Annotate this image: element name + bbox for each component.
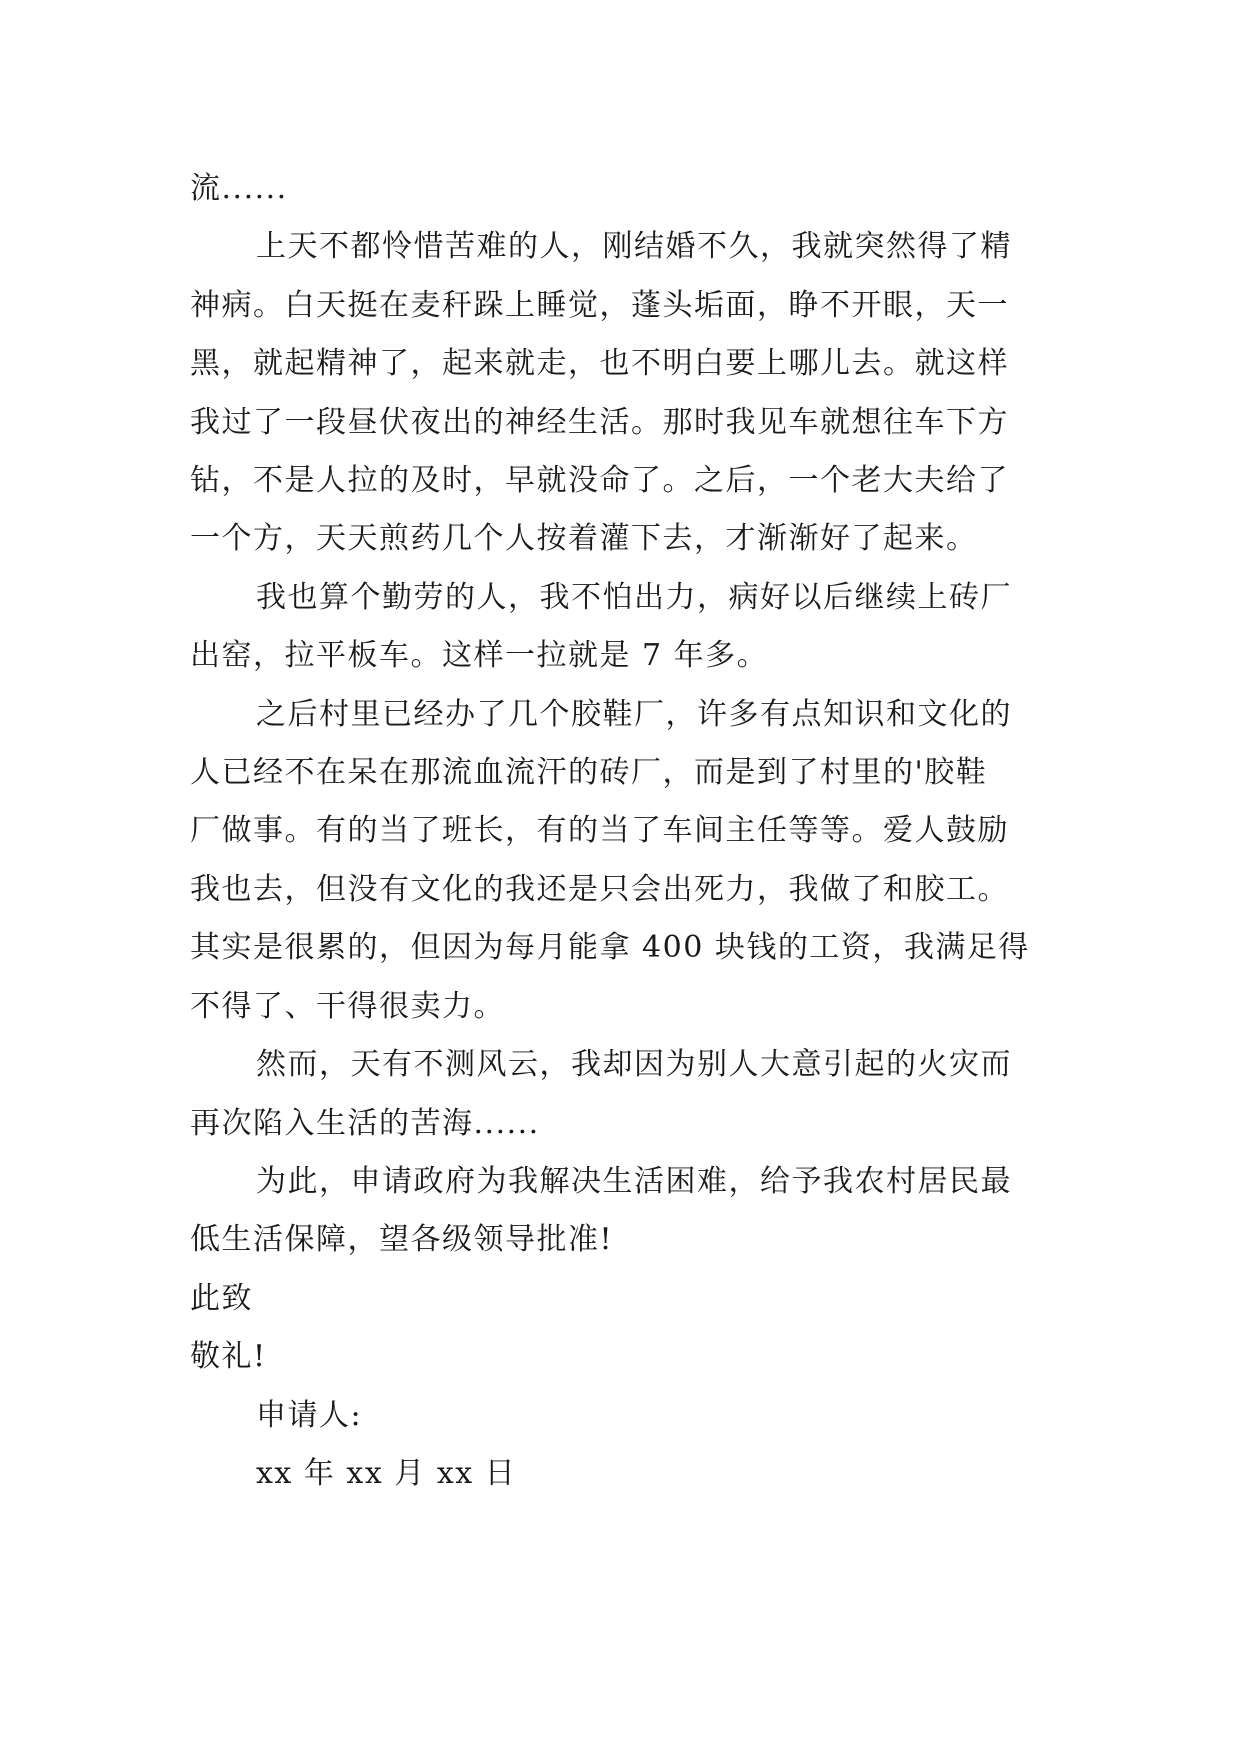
- text-line: 之后村里已经办了几个胶鞋厂，许多有点知识和文化的: [256, 696, 1012, 732]
- text-line: 低生活保障，望各级领导批准!: [190, 1222, 614, 1258]
- text-line: 再次陷入生活的苦海......: [190, 1105, 540, 1141]
- text-line: 上天不都怜惜苦难的人，刚结婚不久，我就突然得了精: [256, 229, 1012, 265]
- text-line: 然而，天有不测风云，我却因为别人大意引起的火灾而: [256, 1047, 1012, 1083]
- applicant-label: 申请人:: [256, 1397, 363, 1433]
- text-line: 出窑，拉平板车。这样一拉就是 7 年多。: [190, 638, 769, 674]
- text-line: 人已经不在呆在那流血流汗的砖厂，而是到了村里的'胶鞋: [190, 755, 988, 791]
- text-line: 钻，不是人拉的及时，早就没命了。之后，一个老大夫给了: [190, 463, 1009, 499]
- text-line: 其实是很累的，但因为每月能拿 400 块钱的工资，我满足得: [190, 930, 1030, 966]
- date-line: xx 年 xx 月 xx 日: [256, 1455, 517, 1491]
- text-line: 我也算个勤劳的人，我不怕出力，病好以后继续上砖厂: [256, 579, 1012, 615]
- text-line: 我过了一段昼伏夜出的神经生活。那时我见车就想往车下方: [190, 404, 1009, 440]
- text-line: 神病。白天挺在麦秆跺上睡觉，蓬头垢面，睁不开眼，天一: [190, 287, 1009, 323]
- text-line: 我也去，但没有文化的我还是只会出死力，我做了和胶工。: [190, 871, 1009, 907]
- text-line: 一个方，天天煎药几个人按着灌下去，才渐渐好了起来。: [190, 521, 978, 557]
- text-line: 厂做事。有的当了班长，有的当了车间主任等等。爱人鼓励: [190, 813, 1009, 849]
- document-body: [190, 160, 1070, 1503]
- text-line: 不得了、干得很卖力。: [190, 988, 505, 1024]
- closing-salutation: 此致: [190, 1280, 253, 1316]
- text-line: 黑，就起精神了，起来就走，也不明白要上哪儿去。就这样: [190, 346, 1009, 382]
- closing-regards: 敬礼!: [190, 1339, 267, 1375]
- text-line: 为此，申请政府为我解决生活困难，给予我农村居民最: [256, 1163, 1012, 1199]
- text-line: 流......: [190, 171, 288, 206]
